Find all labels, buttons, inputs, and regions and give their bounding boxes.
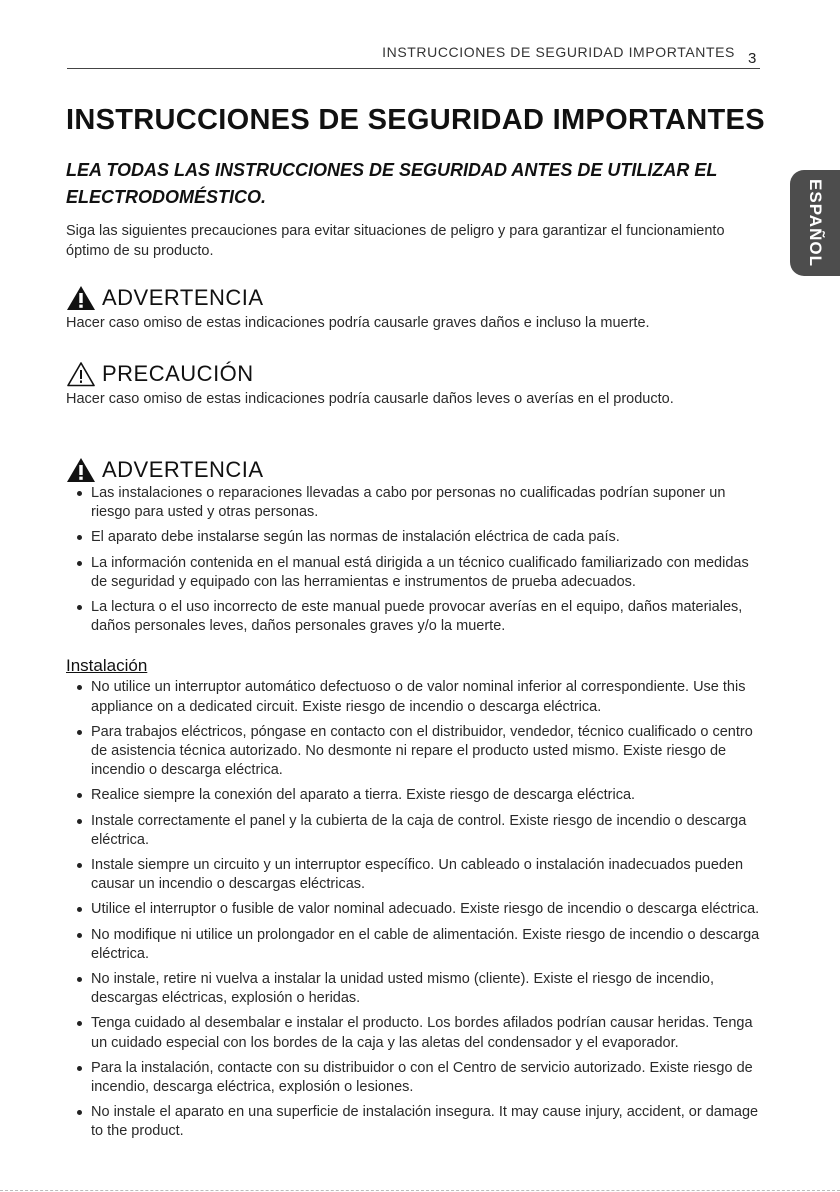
lead-instruction: LEA TODAS LAS INSTRUCCIONES DE SEGURIDAD ANTES DE UTILIZAR EL ELECTRODOMÉSTICO.	[66, 160, 718, 207]
list-item: No instale el aparato en una superficie de instalación insegura. It may cause injury, accident, or damage to the product.	[66, 1103, 766, 1141]
language-label: ESPAÑOL	[806, 179, 825, 267]
warning-filled-triangle-icon	[66, 285, 96, 311]
warning-filled-triangle-icon	[66, 457, 96, 483]
list-item: Tenga cuidado al desembalar e instalar el producto. Los bordes afilados podrían causar heridas. Tenga un cuidado especial con los bordes de la caja y las aletas del condensador y el evaporador.	[66, 1014, 766, 1052]
header-rule	[67, 68, 760, 69]
caution-definition-label: PRECAUCIÓN	[102, 361, 254, 386]
list-item: Realice siempre la conexión del aparato a tierra. Existe riesgo de descarga eléctrica.	[66, 786, 766, 805]
warning-section-label: ADVERTENCIA	[102, 457, 264, 482]
list-item: Instale siempre un circuito y un interruptor específico. Un cableado o instalación inadecuados pueden causar un incendio o descargas eléctricas.	[66, 856, 766, 894]
list-item: No instale, retire ni vuelva a instalar la unidad usted mismo (cliente). Existe el riesgo de incendio, descargas eléctricas, explosión o heridas.	[66, 970, 766, 1008]
intro-paragraph: Siga las siguientes precauciones para evitar situaciones de peligro y para garantizar el funcionamiento óptimo de su producto.	[66, 223, 725, 259]
warning-definition-text: Hacer caso omiso de estas indicaciones podría causarle graves daños e incluso la muerte.	[66, 315, 650, 331]
list-item: Para la instalación, contacte con su distribuidor o con el Centro de servicio autorizado. Existe riesgo de incendio, descarga eléctrica, explosión o lesiones.	[66, 1059, 766, 1097]
list-item: La lectura o el uso incorrecto de este manual puede provocar averías en el equipo, daños materiales, daños personales leves, daños personales graves y/o la muerte.	[66, 598, 766, 636]
list-item: El aparato debe instalarse según las normas de instalación eléctrica de cada país.	[66, 528, 766, 547]
caution-outline-triangle-icon	[66, 361, 96, 387]
page-content	[66, 104, 766, 1148]
list-item: No modifique ni utilice un prolongador en el cable de alimentación. Existe riesgo de incendio o descarga eléctrica.	[66, 926, 766, 964]
list-item: Instale correctamente el panel y la cubierta de la caja de control. Existe riesgo de incendio o descarga eléctrica.	[66, 812, 766, 850]
list-item: Las instalaciones o reparaciones llevadas a cabo por personas no cualificadas podrían suponer un riesgo para usted y otras personas.	[66, 484, 766, 522]
language-side-tab	[790, 170, 840, 276]
warning-definition-heading	[66, 285, 766, 311]
page-title: INSTRUCCIONES DE SEGURIDAD IMPORTANTES	[66, 104, 765, 136]
caution-definition-heading	[66, 361, 766, 387]
installation-heading: Instalación	[66, 656, 148, 676]
caution-definition-text: Hacer caso omiso de estas indicaciones podría causarle daños leves o averías en el producto.	[66, 391, 674, 407]
warning-list	[66, 484, 766, 636]
installation-list	[66, 678, 766, 1141]
bottom-crop-line	[0, 1190, 840, 1191]
list-item: Utilice el interruptor o fusible de valor nominal adecuado. Existe riesgo de incendio o descarga eléctrica.	[66, 900, 766, 919]
warning-section-heading	[66, 457, 766, 483]
warning-definition-label: ADVERTENCIA	[102, 285, 264, 310]
running-header: INSTRUCCIONES DE SEGURIDAD IMPORTANTES	[382, 44, 735, 60]
list-item: Para trabajos eléctricos, póngase en contacto con el distribuidor, vendedor, técnico cualificado o centro de asistencia técnica autorizado. No desmonte ni repare el producto usted mismo. Existe riesgo de incendio o descarga eléctrica.	[66, 723, 766, 781]
list-item: No utilice un interruptor automático defectuoso o de valor nominal inferior al correspondiente. Use this appliance on a dedicated circuit. Existe riesgo de incendio o descarga eléctrica.	[66, 678, 766, 716]
page-number: 3	[748, 50, 757, 67]
list-item: La información contenida en el manual está dirigida a un técnico cualificado familiarizado con medidas de seguridad y equipado con las herramientas e instrumentos de prueba adecuados.	[66, 554, 766, 592]
